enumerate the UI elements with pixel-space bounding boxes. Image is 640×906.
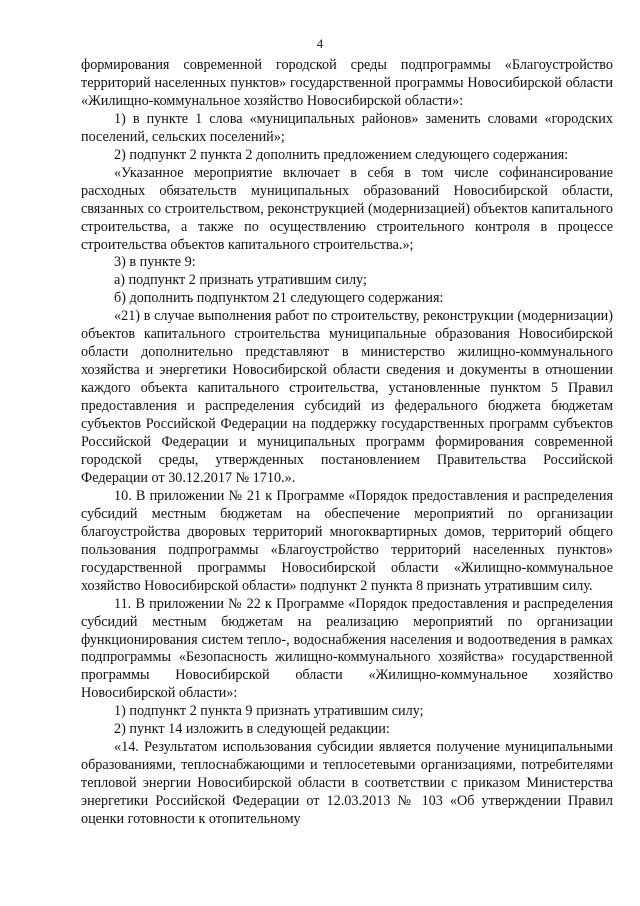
paragraph-subitem-21: «21) в случае выполнения работ по строительству, реконструкции (модернизации) объектов капитального строительства муниципальные образования Новосибирской области дополнительно представляют в министерство жилищно-коммунального хозяйства и энергетики Новосибирской области сведения и документы в отношении каждого объекта капитального строительства, установленные пунктом 5 Правил предоставления и распределения субсидий из федерального бюджета бюджетам субъектов Российской Федерации на поддержку государственных программ субъектов Российской Федерации и муниципальных программ формирования современной городской среды, утвержденных постановлением Правительства Российской Федерации от 30.12.2017 № 1710.». — [81, 308, 613, 486]
paragraph-intro-continuation: формирования современной городской среды подпрограммы «Благоустройство территорий населенных пунктов» государственной программы Новосибирской области «Жилищно-коммунальное хозяйство Новосибирской области»: — [81, 57, 613, 109]
paragraph-subitem-a: а) подпункт 2 признать утратившим силу; — [114, 272, 367, 289]
page-number: 4 — [316, 36, 324, 51]
paragraph-section-11: 11. В приложении № 22 к Программе «Порядок предоставления и распределения субсидий местным бюджетам на реализацию мероприятий по организации функционирования систем тепло-, водоснабжения населения и водоотведения в рамках подпрограммы «Безопасность жилищно-коммунального хозяйства» государственной программы Новосибирской области «Жилищно-коммунальное хозяйство Новосибирской области»: — [81, 595, 613, 702]
paragraph-item-2: 2) подпункт 2 пункта 2 дополнить предложением следующего содержания: — [114, 146, 569, 163]
paragraph-item-1: 1) в пункте 1 слова «муниципальных районов» заменить словами «городских поселений, сельских поселений»; — [81, 110, 613, 145]
paragraph-subitem-b: б) дополнить подпунктом 21 следующего содержания: — [114, 290, 444, 307]
document-body — [81, 57, 613, 829]
paragraph-section-10: 10. В приложении № 21 к Программе «Порядок предоставления и распределения субсидий местным бюджетам на обеспечение мероприятий по организации благоустройства дворовых территорий многоквартирных домов, территорий общего пользования подпрограммы «Благоустройство территорий населенных пунктов» государственной программы Новосибирской области «Жилищно-коммунальное хозяйство Новосибирской области» подпункт 2 пункта 8 признать утратившим силу. — [81, 487, 613, 594]
paragraph-section-11-item-1: 1) подпункт 2 пункта 9 признать утратившим силу; — [114, 703, 424, 720]
paragraph-section-11-item-2: 2) пункт 14 изложить в следующей редакции: — [114, 721, 390, 738]
paragraph-clause-14: «14. Результатом использования субсидии является получение муниципальными образованиями, теплоснабжающими и теплосетевыми организациями, потребителями тепловой энергии Новосибирской области в соответствии с приказом Министерства энергетики Российской Федерации от 12.03.2013 № 103 «Об утверждении Правил оценки готовности к отопительному — [81, 739, 613, 828]
paragraph-quoted-addition: «Указанное мероприятие включает в себя в том числе софинансирование расходных обязательств муниципальных образований Новосибирской области, связанных со строительством, реконструкцией (модернизацией) объектов капитального строительства, а также по осуществлению строительного контроля в процессе строительства объектов капитального строительства.»; — [81, 164, 613, 253]
paragraph-item-3: 3) в пункте 9: — [114, 254, 196, 271]
